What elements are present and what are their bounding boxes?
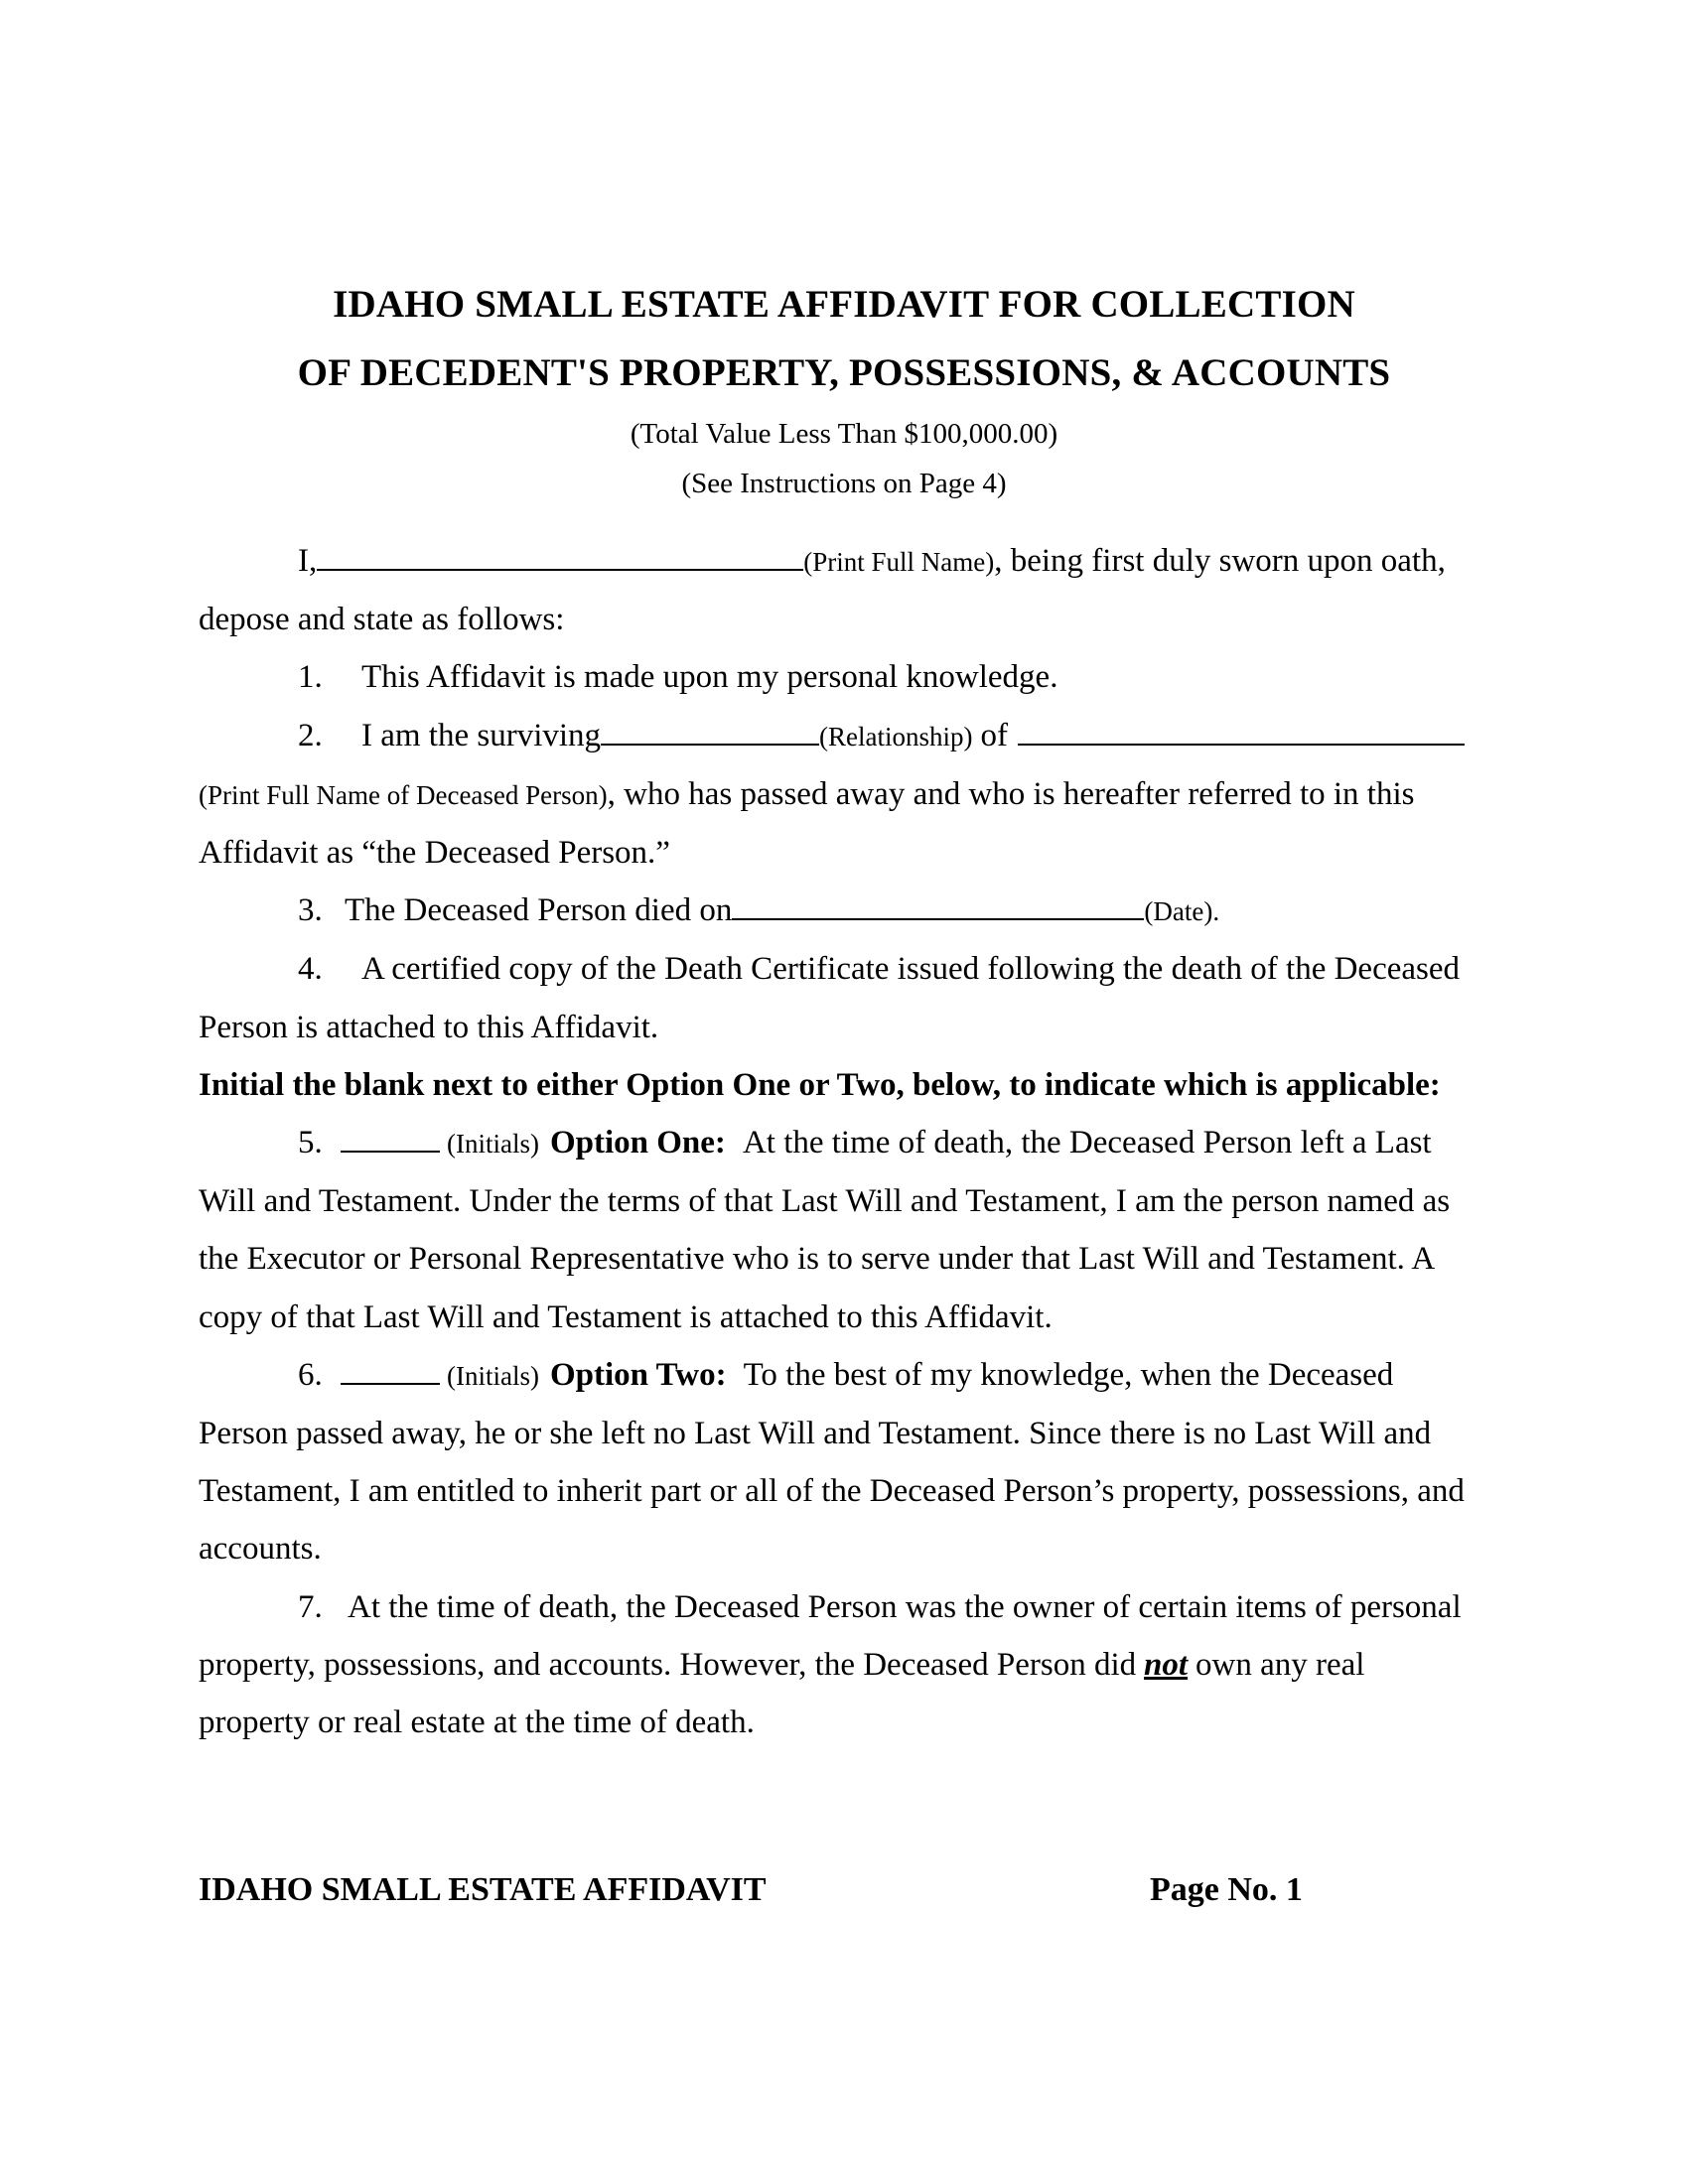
item-6-line-2: Person passed away, he or she left no Last Will and Testament. Since there is no Last Will and bbox=[199, 1416, 1432, 1452]
item-7-line-1 bbox=[199, 1578, 1519, 1636]
option-two-label: Option Two: bbox=[549, 1356, 727, 1393]
item-1-number: 1. bbox=[298, 659, 323, 696]
document-title-line1: IDAHO SMALL ESTATE AFFIDAVIT FOR COLLECTION bbox=[333, 283, 1355, 326]
item-5-line-3: the Executor or Personal Representative who is to serve under that Last Will and Testament. A bbox=[199, 1241, 1436, 1278]
document-body bbox=[199, 532, 1519, 1751]
item-6-line-3: Testament, I am entitled to inherit part or all of the Deceased Person’s property, possessions, and bbox=[199, 1473, 1465, 1510]
relationship-blank[interactable] bbox=[601, 742, 819, 746]
item-1 bbox=[199, 648, 1519, 706]
item-2-line-3: Affidavit as “the Deceased Person.” bbox=[199, 835, 670, 872]
item-7-line-1-text: At the time of death, the Deceased Person was the owner of certain items of personal bbox=[348, 1588, 1462, 1625]
relationship-blank-label: (Relationship) bbox=[819, 721, 973, 751]
item-5-line-4: copy of that Last Will and Testament is attached to this Affidavit. bbox=[199, 1298, 1053, 1335]
item-7-line-2 bbox=[199, 1636, 1519, 1694]
intro-pronoun: I, bbox=[298, 543, 318, 579]
item-1-text: This Affidavit is made upon my personal knowledge. bbox=[361, 659, 1058, 696]
subtitle-block bbox=[0, 409, 1688, 508]
item-5-number: 5. bbox=[298, 1125, 323, 1161]
item-6-line-4: accounts. bbox=[199, 1531, 322, 1568]
item-5-line-1 bbox=[199, 1114, 1519, 1172]
option-two-initials-blank[interactable] bbox=[341, 1381, 440, 1385]
footer-page-number: Page No. 1 bbox=[1150, 1871, 1303, 1908]
intro-line-1 bbox=[199, 532, 1519, 591]
item-5-line-2: Will and Testament. Under the terms of that Last Will and Testament, I am the person named as bbox=[199, 1183, 1451, 1220]
full-name-blank[interactable] bbox=[317, 567, 803, 571]
date-of-death-blank[interactable] bbox=[732, 916, 1144, 920]
intro-after-name: , being first duly sworn upon oath, bbox=[994, 543, 1446, 579]
item-6-number: 6. bbox=[298, 1356, 323, 1393]
item-7-number: 7. bbox=[298, 1588, 323, 1625]
item-2-lead: I am the surviving bbox=[361, 717, 602, 753]
item-4-line-2: Person is attached to this Affidavit. bbox=[199, 1009, 659, 1045]
item-6-line-1-text: To the best of my knowledge, when the Deceased bbox=[743, 1356, 1394, 1393]
item-2-of: of bbox=[980, 717, 1009, 753]
item-7-line-2-post: own any real bbox=[1195, 1646, 1365, 1683]
item-3 bbox=[199, 882, 1519, 940]
item-2-line-1 bbox=[199, 707, 1519, 765]
item-2-line-2 bbox=[199, 765, 1519, 824]
item-7-line-2-pre: property, possessions, and accounts. However, the Deceased Person did bbox=[199, 1646, 1137, 1683]
date-blank-label: (Date). bbox=[1144, 896, 1220, 927]
item-7-line-3: property or real estate at the time of death. bbox=[199, 1705, 755, 1741]
item-4-line-1-text: A certified copy of the Death Certificate issued following the death of the Deceased bbox=[361, 951, 1460, 988]
initial-options-instruction: Initial the blank next to either Option One or Two, below, to indicate which is applicable: bbox=[199, 1066, 1441, 1103]
option-one-initials-label: (Initials) bbox=[447, 1129, 539, 1160]
item-3-lead: The Deceased Person died on bbox=[345, 892, 733, 929]
item-2-line-2-text: , who has passed away and who is hereafter referred to in this bbox=[607, 775, 1415, 812]
page-footer bbox=[199, 1868, 1519, 1912]
item-6-line-1 bbox=[199, 1346, 1519, 1405]
item-5-line-1-text: At the time of death, the Deceased Person left a Last bbox=[742, 1125, 1432, 1161]
option-two-initials-label: (Initials) bbox=[447, 1360, 539, 1391]
document-title-line2: OF DECEDENT'S PROPERTY, POSSESSIONS, & ACCOUNTS bbox=[297, 351, 1391, 394]
title-block bbox=[0, 0, 1688, 508]
item-7-not-emphasis: not bbox=[1144, 1646, 1189, 1683]
item-3-number: 3. bbox=[298, 892, 323, 929]
item-4-line-1 bbox=[199, 940, 1519, 998]
deceased-name-blank-label: (Print Full Name of Deceased Person) bbox=[199, 779, 608, 810]
deceased-name-blank[interactable] bbox=[1018, 742, 1465, 746]
full-name-blank-label: (Print Full Name) bbox=[803, 547, 995, 577]
footer-document-name: IDAHO SMALL ESTATE AFFIDAVIT bbox=[199, 1871, 767, 1908]
subtitle-see-instructions: (See Instructions on Page 4) bbox=[681, 468, 1007, 499]
option-one-initials-blank[interactable] bbox=[341, 1149, 440, 1153]
option-one-label: Option One: bbox=[549, 1125, 726, 1161]
item-2-number: 2. bbox=[298, 717, 323, 753]
subtitle-total-value: (Total Value Less Than $100,000.00) bbox=[630, 418, 1058, 450]
intro-line-2: depose and state as follows: bbox=[199, 602, 565, 638]
item-4-number: 4. bbox=[298, 951, 323, 988]
